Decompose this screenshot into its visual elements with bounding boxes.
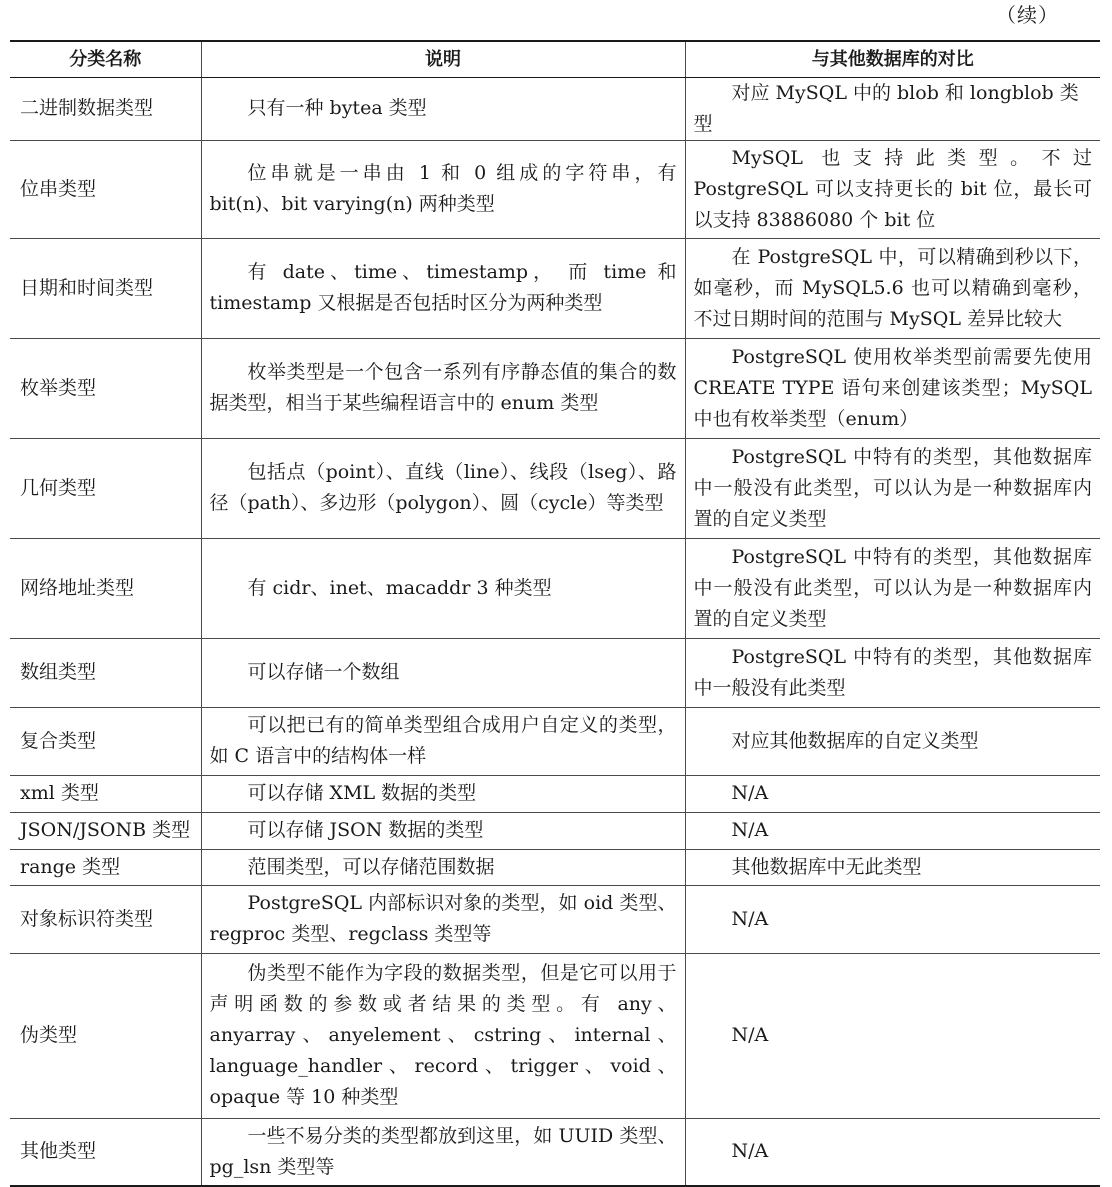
header-comparison: 与其他数据库的对比 (685, 41, 1100, 77)
comparison-cell: PostgreSQL 中特有的类型，其他数据库中一般没有此类型，可以认为是一种数据库内置的自定义类型 (685, 438, 1100, 538)
comparison-cell: N/A (685, 953, 1100, 1118)
category-cell: range 类型 (10, 849, 201, 885)
description-cell: 有 date、time、timestamp， 而 time 和 timestamp 又根据是否包括时区分为两种类型 (201, 238, 685, 338)
description-cell: 可以存储一个数组 (201, 638, 685, 707)
description-cell: 枚举类型是一个包含一系列有序静态值的集合的数据类型，相当于某些编程语言中的 enum 类型 (201, 338, 685, 438)
description-cell: 包括点（point）、直线（line）、线段（lseg）、路径（path）、多边形（polygon）、圆（cycle）等类型 (201, 438, 685, 538)
comparison-cell: 对应其他数据库的自定义类型 (685, 707, 1100, 775)
category-cell: 伪类型 (10, 953, 201, 1118)
table-row (10, 707, 1100, 775)
category-cell: 数组类型 (10, 638, 201, 707)
comparison-cell: 对应 MySQL 中的 blob 和 longblob 类型 (685, 77, 1100, 140)
description-cell: 可以存储 XML 数据的类型 (201, 775, 685, 812)
table-row (10, 238, 1100, 338)
comparison-cell: PostgreSQL 使用枚举类型前需要先使用 CREATE TYPE 语句来创建该类型；MySQL 中也有枚举类型（enum） (685, 338, 1100, 438)
category-cell: 复合类型 (10, 707, 201, 775)
description-cell: 范围类型，可以存储范围数据 (201, 849, 685, 885)
category-cell: JSON/JSONB 类型 (10, 812, 201, 849)
comparison-cell: MySQL 也支持此类型。不过 PostgreSQL 可以支持更长的 bit 位，最长可以支持 83886080 个 bit 位 (685, 140, 1100, 238)
category-cell: 其他类型 (10, 1118, 201, 1186)
description-cell: 伪类型不能作为字段的数据类型，但是它可以用于声明函数的参数或者结果的类型。有 any、anyarray、anyelement、cstring、internal、language_handler、record、trigger、void、opaque 等 10 种类型 (201, 953, 685, 1118)
continuation-label: （续） (996, 3, 1059, 27)
description-cell: 可以存储 JSON 数据的类型 (201, 812, 685, 849)
description-cell: 位串就是一串由 1 和 0 组成的字符串，有 bit(n)、bit varying(n) 两种类型 (201, 140, 685, 238)
table-row (10, 140, 1100, 238)
description-cell: PostgreSQL 内部标识对象的类型，如 oid 类型、regproc 类型、regclass 类型等 (201, 885, 685, 953)
category-cell: 枚举类型 (10, 338, 201, 438)
header-row (10, 41, 1100, 77)
description-cell: 有 cidr、inet、macaddr 3 种类型 (201, 538, 685, 638)
description-cell: 一些不易分类的类型都放到这里，如 UUID 类型、pg_lsn 类型等 (201, 1118, 685, 1186)
table-row (10, 1118, 1100, 1186)
category-cell: xml 类型 (10, 775, 201, 812)
category-cell: 对象标识符类型 (10, 885, 201, 953)
table-row (10, 77, 1100, 140)
table-row (10, 812, 1100, 849)
comparison-cell: PostgreSQL 中特有的类型，其他数据库中一般没有此类型 (685, 638, 1100, 707)
comparison-cell: N/A (685, 885, 1100, 953)
comparison-cell: N/A (685, 775, 1100, 812)
table-row (10, 885, 1100, 953)
category-cell: 网络地址类型 (10, 538, 201, 638)
table-row (10, 849, 1100, 885)
comparison-cell: N/A (685, 812, 1100, 849)
comparison-cell: 在 PostgreSQL 中，可以精确到秒以下，如毫秒，而 MySQL5.6 也可以精确到毫秒，不过日期时间的范围与 MySQL 差异比较大 (685, 238, 1100, 338)
category-cell: 几何类型 (10, 438, 201, 538)
table-row (10, 338, 1100, 438)
comparison-cell: PostgreSQL 中特有的类型，其他数据库中一般没有此类型，可以认为是一种数据库内置的自定义类型 (685, 538, 1100, 638)
table-row (10, 775, 1100, 812)
header-category: 分类名称 (10, 41, 201, 77)
description-cell: 可以把已有的简单类型组合成用户自定义的类型，如 C 语言中的结构体一样 (201, 707, 685, 775)
comparison-cell: 其他数据库中无此类型 (685, 849, 1100, 885)
data-type-table (10, 40, 1100, 1187)
table-row (10, 638, 1100, 707)
header-description: 说明 (201, 41, 685, 77)
table-row (10, 538, 1100, 638)
category-cell: 位串类型 (10, 140, 201, 238)
table-row (10, 953, 1100, 1118)
category-cell: 日期和时间类型 (10, 238, 201, 338)
description-cell: 只有一种 bytea 类型 (201, 77, 685, 140)
category-cell: 二进制数据类型 (10, 77, 201, 140)
comparison-cell: N/A (685, 1118, 1100, 1186)
table-row (10, 438, 1100, 538)
